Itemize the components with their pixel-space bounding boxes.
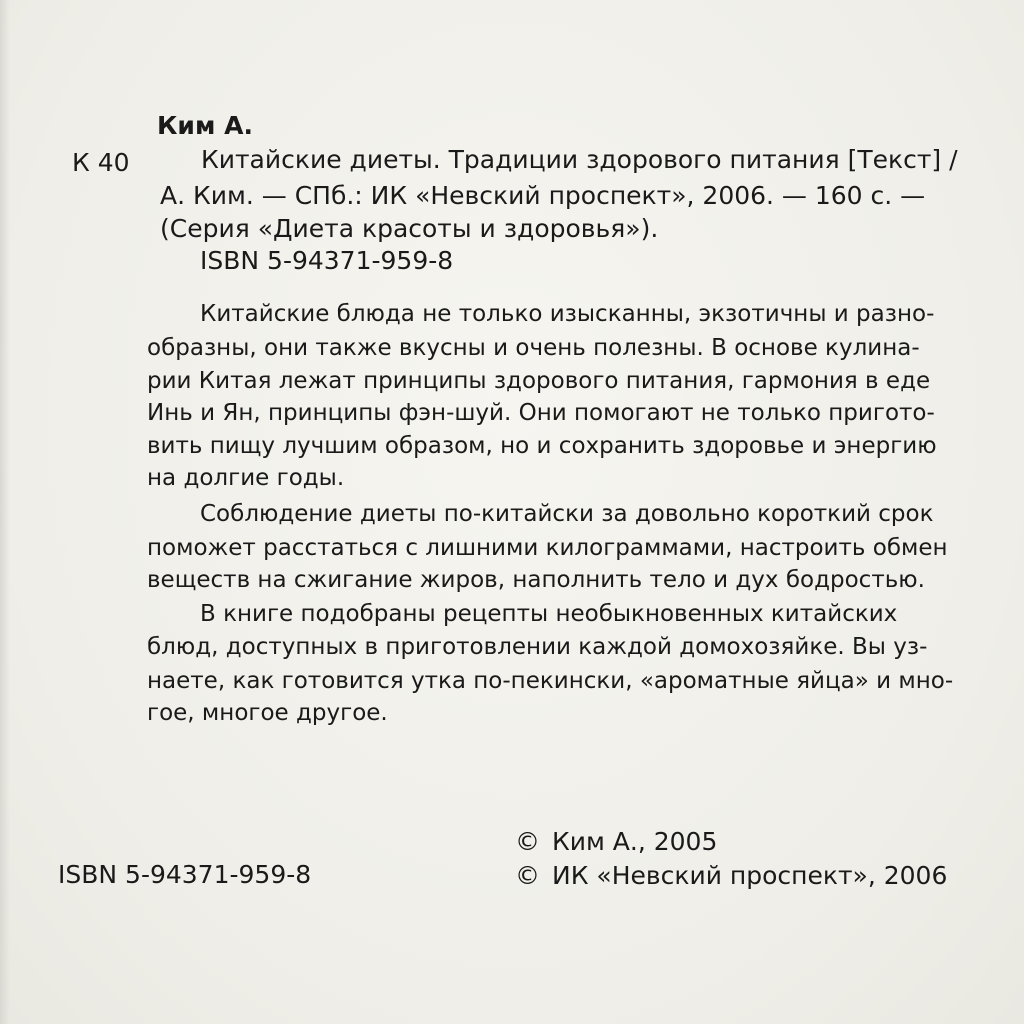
annotation-line: В книге подобраны рецепты необыкновенных китайских: [200, 601, 898, 627]
annotation-line: рии Китая лежат принципы здорового питания, гармония в еде: [147, 368, 931, 394]
annotation-line: блюд, доступных в приготовлении каждой домохозяйке. Вы уз-: [147, 634, 928, 660]
copyright-line: [515, 827, 717, 856]
bib-line: (Серия «Диета красоты и здоровья»).: [160, 214, 659, 243]
copyright-text: Ким А., 2005: [552, 827, 718, 856]
author-sign-code: К 40: [72, 148, 130, 177]
copyright-icon: ©: [515, 827, 540, 856]
annotation-line: гое, многое другое.: [147, 700, 388, 726]
annotation-line: вить пищу лучшим образом, но и сохранить здоровье и энергию: [147, 433, 937, 459]
bib-isbn: ISBN 5-94371-959-8: [200, 246, 454, 275]
copyright-icon: ©: [515, 861, 540, 890]
footer-isbn: ISBN 5-94371-959-8: [58, 860, 312, 889]
bib-line: А. Ким. — СПб.: ИК «Невский проспект», 2006. — 160 с. —: [160, 181, 926, 210]
annotation-line: Соблюдение диеты по-китайски за довольно короткий срок: [200, 501, 934, 527]
annotation-line: Китайские блюда не только изысканны, экзотичны и разно-: [200, 301, 935, 327]
author-heading: Ким А.: [157, 111, 253, 140]
copyright-text: ИК «Невский проспект», 2006: [552, 861, 948, 890]
annotation-line: образны, они также вкусны и очень полезны. В основе кулина-: [147, 335, 920, 361]
annotation-line: наете, как готовится утка по-пекински, «ароматные яйца» и мно-: [147, 668, 954, 694]
copyright-line: [515, 861, 947, 890]
annotation-line: веществ на сжигание жиров, наполнить тело и дух бодростью.: [147, 567, 925, 593]
annotation-line: на долгие годы.: [147, 465, 345, 491]
page-edge-shadow: [0, 0, 10, 1024]
annotation-line: поможет расстаться с лишними килограммами, настроить обмен: [147, 535, 948, 561]
annotation-line: Инь и Ян, принципы фэн-шуй. Они помогают не только пригото-: [147, 400, 935, 426]
bib-line: Китайские диеты. Традиции здорового питания [Текст] /: [201, 145, 958, 174]
